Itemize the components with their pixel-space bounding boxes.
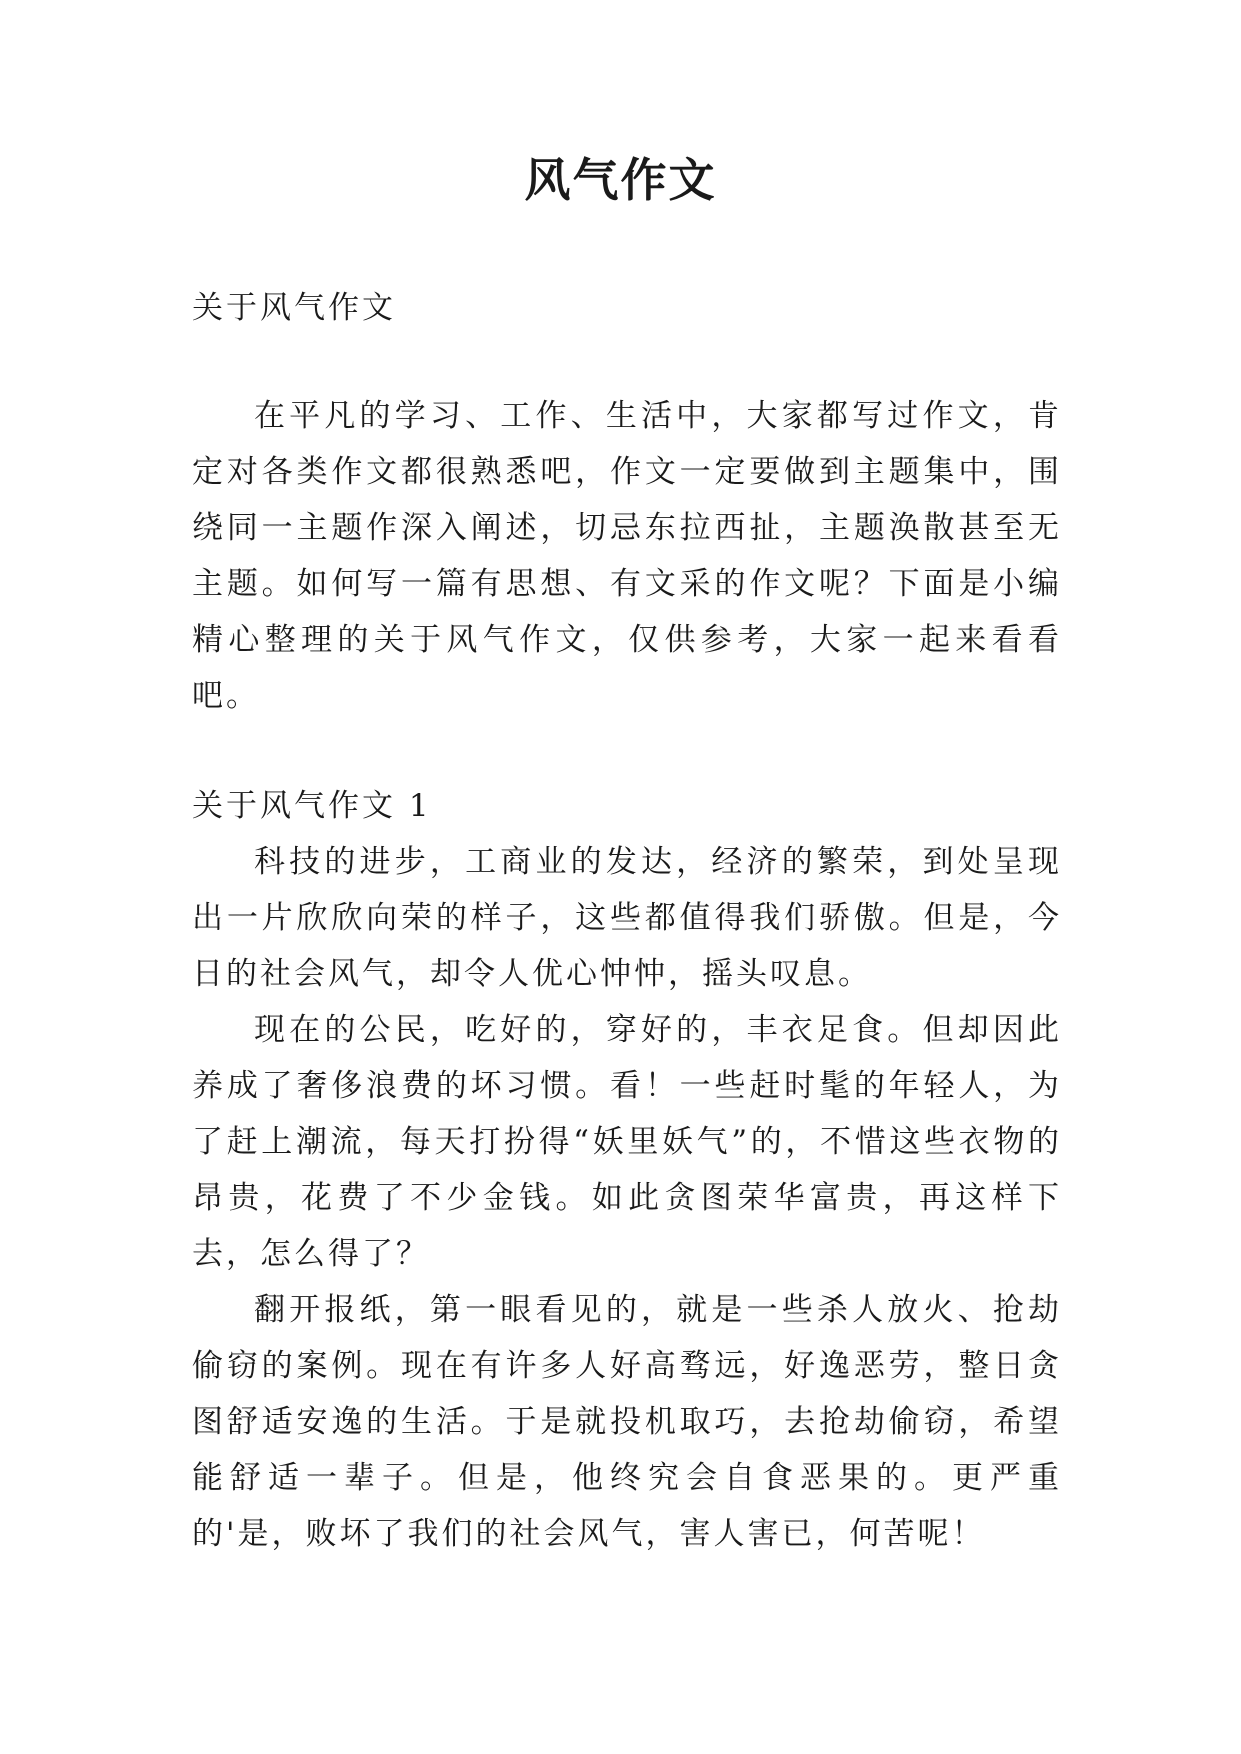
spacer (192, 724, 1062, 778)
body-paragraph-2: 现在的公民，吃好的，穿好的，丰衣足食。但却因此养成了奢侈浪费的坏习惯。看！一些赶时髦的年轻人，为了赶上潮流，每天打扮得“妖里妖气”的，不惜这些衣物的昂贵，花费了不少金钱。如此贪图荣华富贵，再这样下去，怎么得了？ (192, 1012, 1062, 1272)
document-title: 风气作文 (524, 153, 717, 207)
body-paragraph-3: 翻开报纸，第一眼看见的，就是一些杀人放火、抢劫偷窃的案例。现在有许多人好高骛远，好逸恶劳，整日贪图舒适安逸的生活。于是就投机取巧，去抢劫偷窃，希望能舒适一辈子。但是，他终究会自食恶果的。更严重的'是，败坏了我们的社会风气，害人害已，何苦呢！ (192, 1292, 1062, 1552)
intro-heading: 关于风气作文 (192, 290, 396, 326)
intro-paragraph: 在平凡的学习、工作、生活中，大家都写过作文，肯定对各类作文都很熟悉吧，作文一定要做到主题集中，围绕同一主题作深入阐述，切忌东拉西扯，主题涣散甚至无主题。如何写一篇有思想、有文采的作文呢？下面是小编精心整理的关于风气作文，仅供参考，大家一起来看看吧。 (192, 398, 1062, 714)
document-body (192, 280, 1062, 1562)
section-heading: 关于风气作文 1 (192, 788, 432, 824)
body-paragraph-1: 科技的进步，工商业的发达，经济的繁荣，到处呈现出一片欣欣向荣的样子，这些都值得我们骄傲。但是，今日的社会风气，却令人优心忡忡，摇头叹息。 (192, 844, 1062, 992)
spacer (192, 336, 1062, 388)
